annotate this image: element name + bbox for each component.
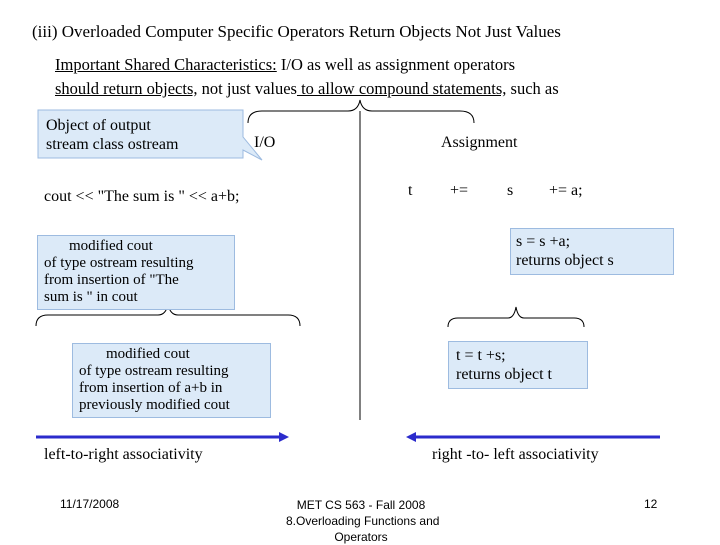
- box-left-2-text: [79, 346, 230, 414]
- box-left-2-line-4: previously modified cout: [79, 397, 230, 413]
- subtitle-part-4: such as: [506, 79, 559, 98]
- box-left-1-line-2: of type ostream resulting: [44, 255, 194, 271]
- footer-course: MET CS 563 - Fall 2008: [296, 498, 426, 512]
- subtitle-part-1: should return objects,: [55, 79, 198, 98]
- box-left-2-line-3: from insertion of a+b in: [79, 380, 223, 396]
- box-left-2-line-2: of type ostream resulting: [79, 363, 229, 379]
- box-left-1-text: [44, 238, 194, 306]
- box-output-line-1: Object of output: [46, 117, 151, 134]
- box-right-2-line-1: t = t +s;: [456, 347, 506, 364]
- box-right-1-line-1: s = s +a;: [516, 233, 571, 250]
- assign-t: t: [408, 182, 413, 199]
- label-assignment: Assignment: [441, 134, 518, 151]
- assign-op-2: += a;: [549, 182, 583, 199]
- box-left-1-line-3: from insertion of "The: [44, 272, 179, 288]
- box-right-1-text: [516, 232, 614, 270]
- assign-s: s: [507, 182, 514, 199]
- footer-date: 11/17/2008: [60, 497, 120, 511]
- io-expression: cout << "The sum is " << a+b;: [44, 188, 240, 205]
- subtitle-text-1: I/O as well as assignment operators: [276, 55, 516, 74]
- slide-title: (iii) Overloaded Computer Specific Operators Return Objects Not Just Values: [32, 22, 561, 41]
- footer-page-number: 12: [644, 497, 658, 511]
- footer-topic-2: Operators: [334, 530, 388, 544]
- label-io: I/O: [254, 134, 276, 151]
- assoc-right-label: right -to- left associativity: [432, 446, 599, 463]
- subtitle-part-2: not just values: [197, 79, 297, 98]
- box-right-2-line-2: returns object t: [456, 366, 552, 383]
- assign-op-1: +=: [450, 182, 469, 199]
- box-left-1-line-1: modified cout: [69, 238, 153, 254]
- box-output-text: [46, 116, 178, 154]
- box-right-2-text: [456, 346, 552, 384]
- subtitle-label: Important Shared Characteristics:: [55, 55, 277, 74]
- subtitle-part-3: to allow compound statements,: [296, 79, 507, 98]
- box-left-2-line-1: modified cout: [106, 346, 190, 362]
- footer-course-block: [286, 497, 440, 545]
- box-output-line-2: stream class ostream: [46, 136, 179, 153]
- box-left-1-line-4: sum is " in cout: [44, 289, 138, 305]
- assoc-left-label: left-to-right associativity: [44, 446, 203, 463]
- box-right-1-line-2: returns object s: [516, 252, 614, 269]
- footer-topic-1: 8.Overloading Functions and: [286, 514, 440, 528]
